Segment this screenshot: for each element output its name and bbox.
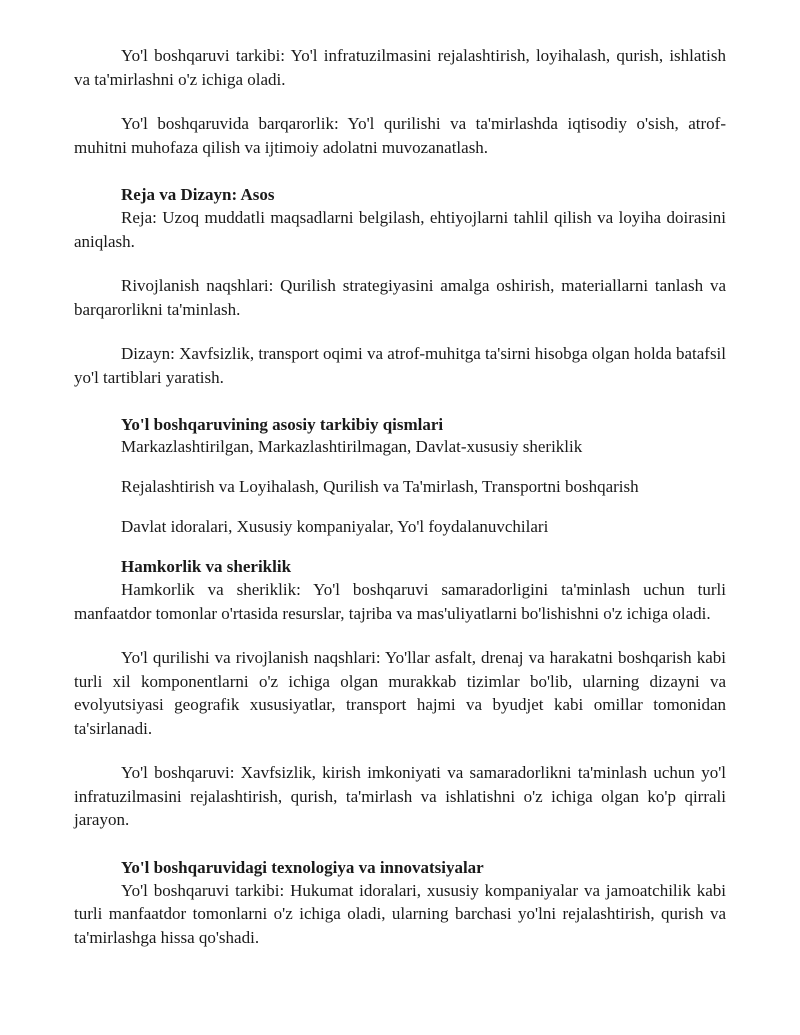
heading-collaboration-partnership: Hamkorlik va sheriklik [121,557,292,576]
paragraph-road-construction-patterns: Yo'l qurilishi va rivojlanish naqshlari: Yo'llar asfalt, drenaj va harakatni boshqarish kabi turli xil komponentlarni o'z ichiga olgan murakkab tizimlar bo'lib, ularning dizayni va evolyutsiyasi geografik xususiyatlar, transport hajmi va byudjet kabi omillar tomonidan ta'sirlanadi. [74,648,726,738]
document-page [74,44,726,970]
paragraph-road-management: Yo'l boshqaruvi: Xavfsizlik, kirish imkoniyati va samaradorlikni ta'minlash uchun yo'l infratuzilmasini rejalashtirish, qurish, ta'mirlash va ishlatishni o'z ichiga olgan ko'p qirrali jarayon. [74,763,726,829]
paragraph-plan: Reja: Uzoq muddatli maqsadlarni belgilash, ehtiyojlarni tahlil qilish va loyiha doirasini aniqlash. [74,208,726,251]
paragraph-development-patterns: Rivojlanish naqshlari: Qurilish strategiyasini amalga oshirish, materiallarni tanlash va barqarorlikni ta'minlash. [74,276,726,319]
list-item: Rejalashtirish va Loyihalash, Qurilish va Ta'mirlash, Transportni boshqarish [121,477,639,496]
paragraph-sustainability: Yo'l boshqaruvida barqarorlik: Yo'l qurilishi va ta'mirlashda iqtisodiy o'sish, atrof-muhitni muhofaza qilish va ijtimoiy adolatni muvozanatlash. [74,114,726,157]
list-item: Markazlashtirilgan, Markazlashtirilmagan, Davlat-xususiy sheriklik [121,437,583,456]
list-item: Davlat idoralari, Xususiy kompaniyalar, Yo'l foydalanuvchilari [121,517,549,536]
paragraph-collaboration: Hamkorlik va sheriklik: Yo'l boshqaruvi samaradorligini ta'minlash uchun turli manfaatdor tomonlar o'rtasida resurslar, tajriba va mas'uliyatlarni bo'lishishni o'z ichiga oladi. [74,580,726,623]
heading-plan-and-design: Reja va Dizayn: Asos [121,185,275,204]
heading-key-components: Yo'l boshqaruvining asosiy tarkibiy qismlari [121,415,444,434]
paragraph-road-management-composition: Yo'l boshqaruvi tarkibi: Yo'l infratuzilmasini rejalashtirish, loyihalash, qurish, ishlatish va ta'mirlashni o'z ichiga oladi. [74,46,726,89]
paragraph-design: Dizayn: Xavfsizlik, transport oqimi va atrof-muhitga ta'sirni hisobga olgan holda batafsil yo'l tartiblari yaratish. [74,344,727,387]
heading-technology-innovation: Yo'l boshqaruvidagi texnologiya va innovatsiyalar [121,857,484,877]
paragraph-stakeholders: Yo'l boshqaruvi tarkibi: Hukumat idoralari, xususiy kompaniyalar va jamoatchilik kabi turli manfaatdor tomonlarni o'z ichiga oladi, ularning barchasi yo'lni rejalashtirish, qurish va ta'mirlashga hissa qo'shadi. [74,880,726,947]
